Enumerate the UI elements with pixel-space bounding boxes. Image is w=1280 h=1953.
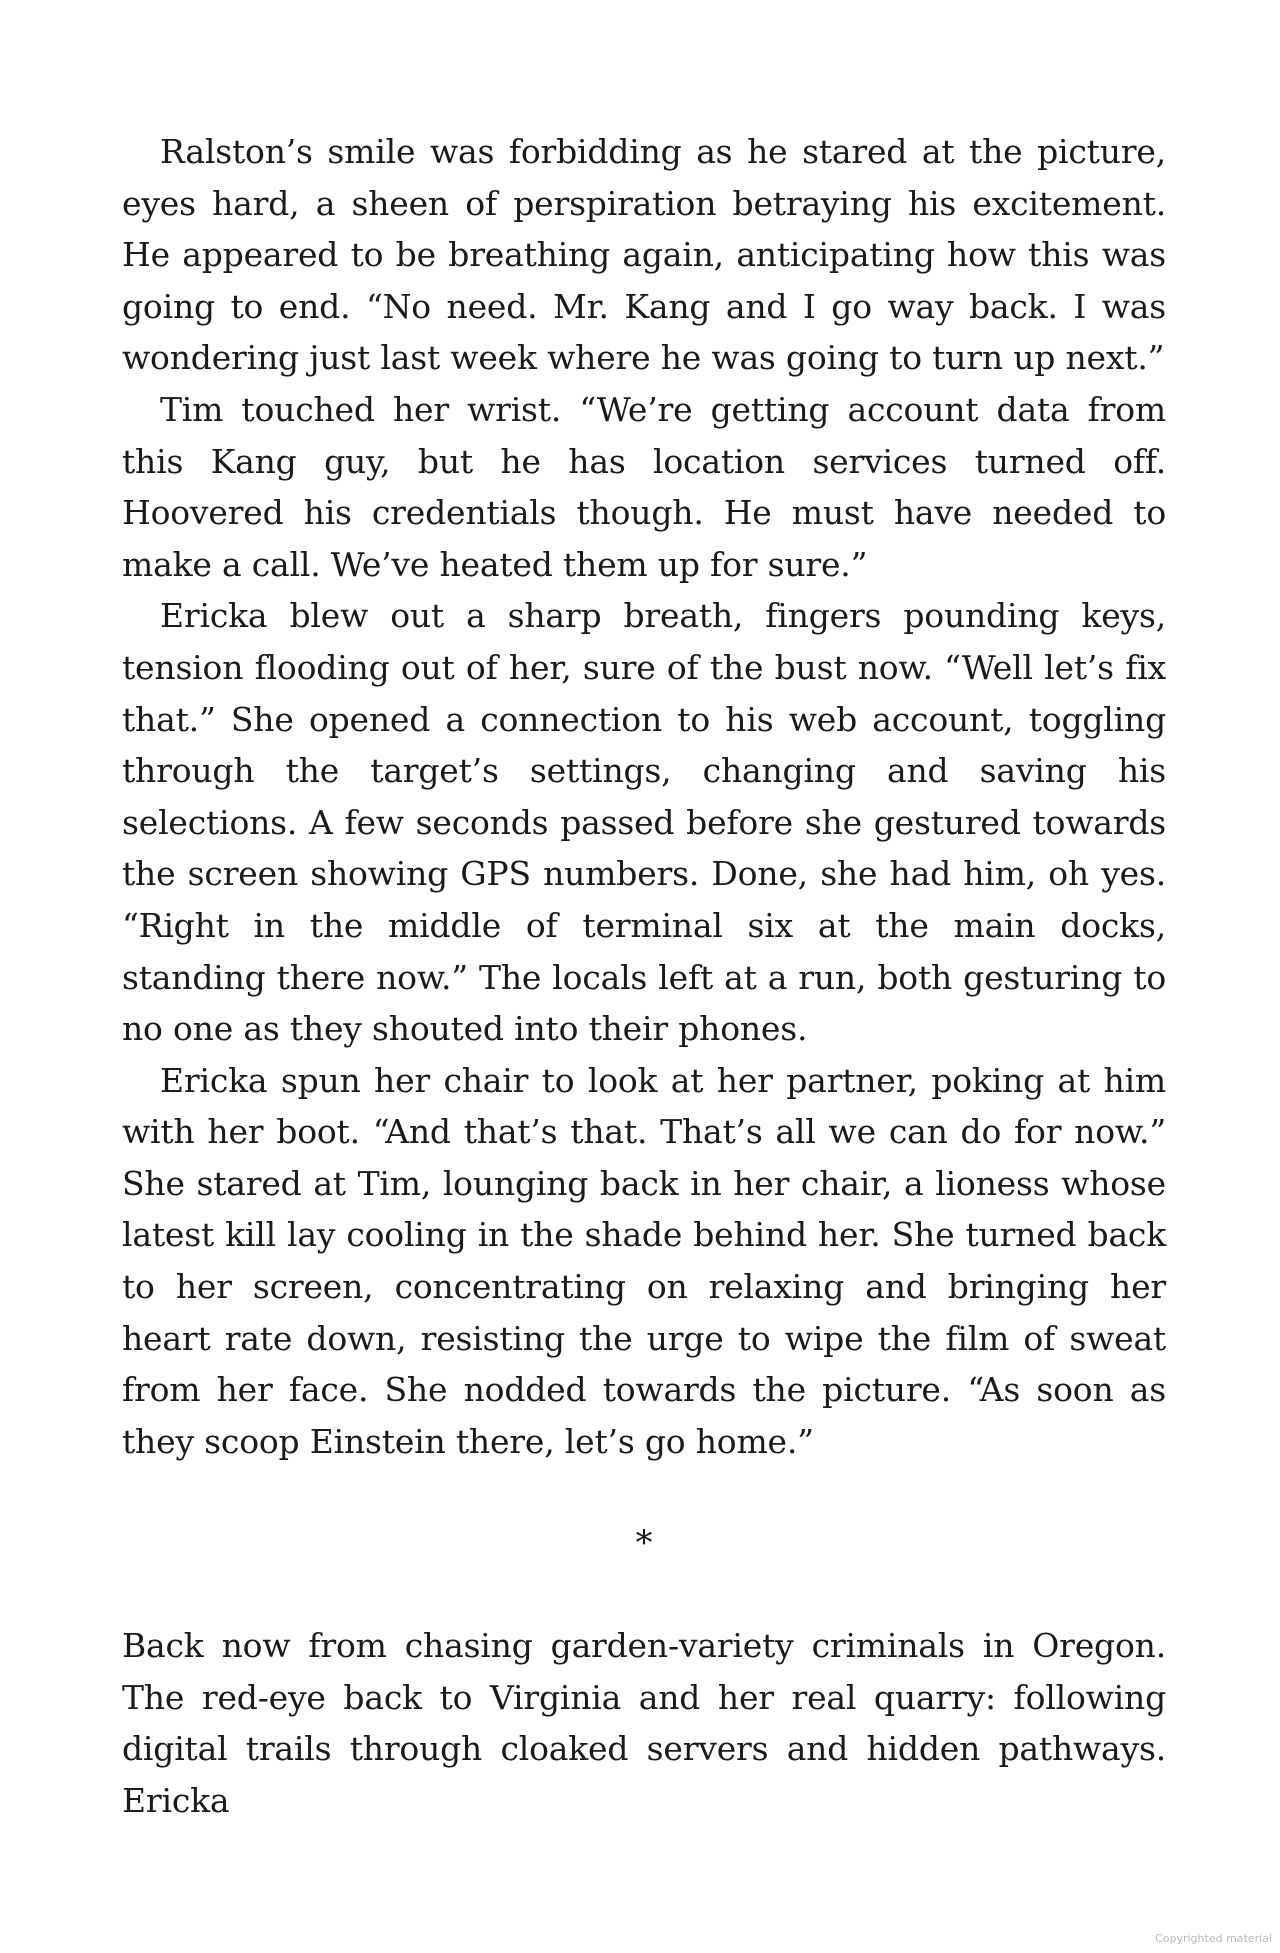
copyright-watermark: Copyrighted material	[1155, 1932, 1272, 1945]
paragraph-tim: Tim touched her wrist. “We’re getting account data from this Kang guy, but he has location services turned off. Hoovered his credentials though. He must have needed to make a call. We’ve heated them up for sure.”	[122, 389, 1166, 584]
paragraph-ericka-chair: Ericka spun her chair to look at her partner, poking at him with her boot. “And that’s that. That’s all we can do for now.” She stared at Tim, lounging back in her chair, a lioness whose latest kill lay cooling in the shade behind her. She turned back to her screen, concentrating on relaxing and bringing her heart rate down, resisting the urge to wipe the film of sweat from her face. She nodded towards the picture. “As soon as they scoop Einstein there, let’s go home.”	[122, 1060, 1166, 1461]
paragraph-ericka-gps: Ericka blew out a sharp breath, fingers pounding keys, tension flooding out of her, sure of the bust now. “Well let’s fix that.” She opened a connection to his web account, toggling through the target’s settings, changing and saving his selections. A few seconds passed before she gestured towards the screen showing GPS numbers. Done, she had him, oh yes. “Right in the middle of terminal six at the main docks, standing there now.” The locals left at a run, both gesturing to no one as they shouted into their phones.	[122, 596, 1166, 1049]
book-page	[122, 126, 1166, 1826]
scene-break: *	[635, 1523, 653, 1564]
paragraph-back-now: Back now from chasing garden-variety criminals in Oregon. The red-eye back to Virginia and her real quarry: following digital trails through cloaked servers and hidden pathways. Ericka	[122, 1626, 1166, 1820]
paragraph-ralston: Ralston’s smile was forbidding as he stared at the picture, eyes hard, a sheen of perspiration betraying his excitement. He appeared to be breathing again, anticipating how this was going to end. “No need. Mr. Kang and I go way back. I was wondering just last week where he was going to turn up next.”	[122, 132, 1166, 378]
